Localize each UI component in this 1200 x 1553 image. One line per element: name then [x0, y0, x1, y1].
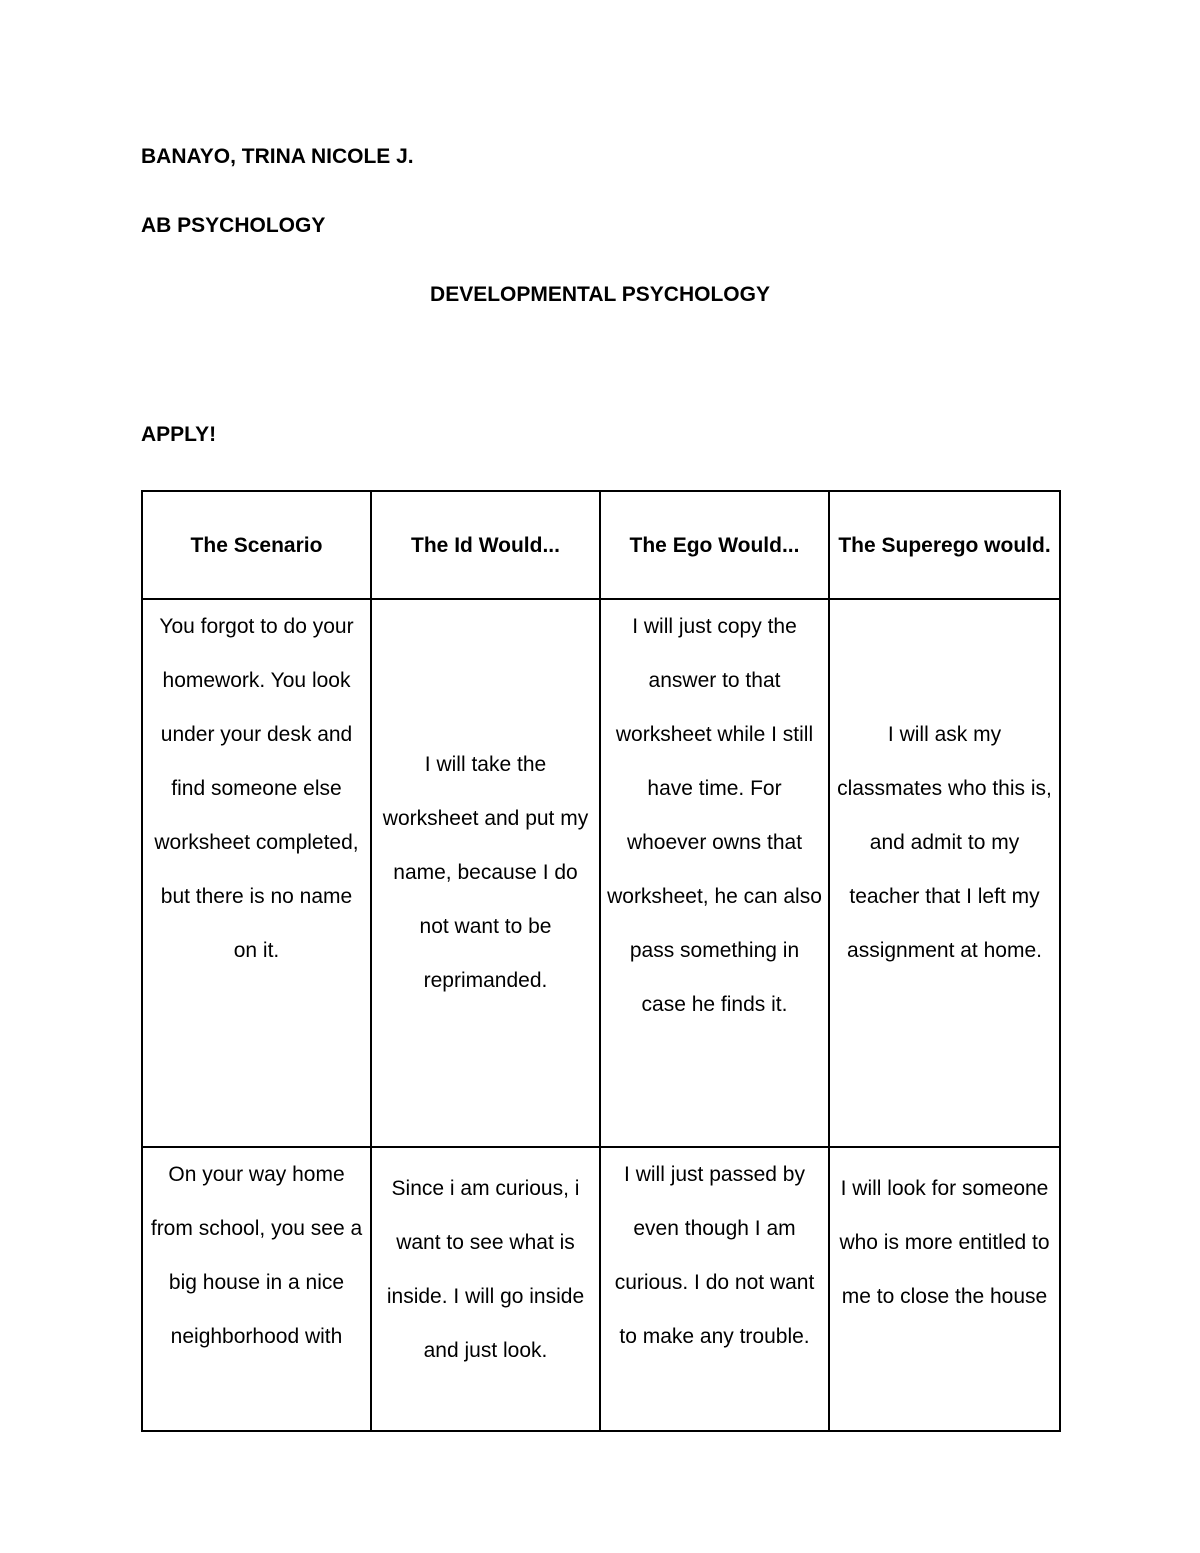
id-cell: I will take the worksheet and put my name, because I do not want to be reprimanded. — [371, 599, 600, 1147]
header-id: The Id Would... — [371, 491, 600, 599]
scenario-cell: You forgot to do your homework. You look under your desk and find someone else worksheet completed, but there is no name on it. — [142, 599, 371, 1147]
course-label: AB PSYCHOLOGY — [141, 214, 326, 237]
ego-cell: I will just passed by even though I am curious. I do not want to make any trouble. — [600, 1147, 829, 1431]
id-cell: Since i am curious, i want to see what is inside. I will go inside and just look. — [371, 1147, 600, 1431]
student-name: BANAYO, TRINA NICOLE J. — [141, 145, 414, 168]
table-row — [142, 599, 1060, 1147]
section-heading: APPLY! — [141, 423, 217, 446]
ego-cell: I will just copy the answer to that worksheet while I still have time. For whoever owns that worksheet, he can also pass something in case he finds it. — [600, 599, 829, 1147]
header-scenario: The Scenario — [142, 491, 371, 599]
header-ego: The Ego Would... — [600, 491, 829, 599]
superego-cell: I will ask my classmates who this is, and admit to my teacher that I left my assignment at home. — [829, 599, 1060, 1147]
header-superego: The Superego would. — [829, 491, 1060, 599]
document-title: DEVELOPMENTAL PSYCHOLOGY — [430, 283, 770, 306]
table-header-row — [142, 491, 1060, 599]
superego-cell: I will look for someone who is more entitled to me to close the house — [829, 1147, 1060, 1431]
psychology-table — [141, 490, 1061, 1432]
table-row — [142, 1147, 1060, 1431]
scenario-cell: On your way home from school, you see a big house in a nice neighborhood with — [142, 1147, 371, 1431]
